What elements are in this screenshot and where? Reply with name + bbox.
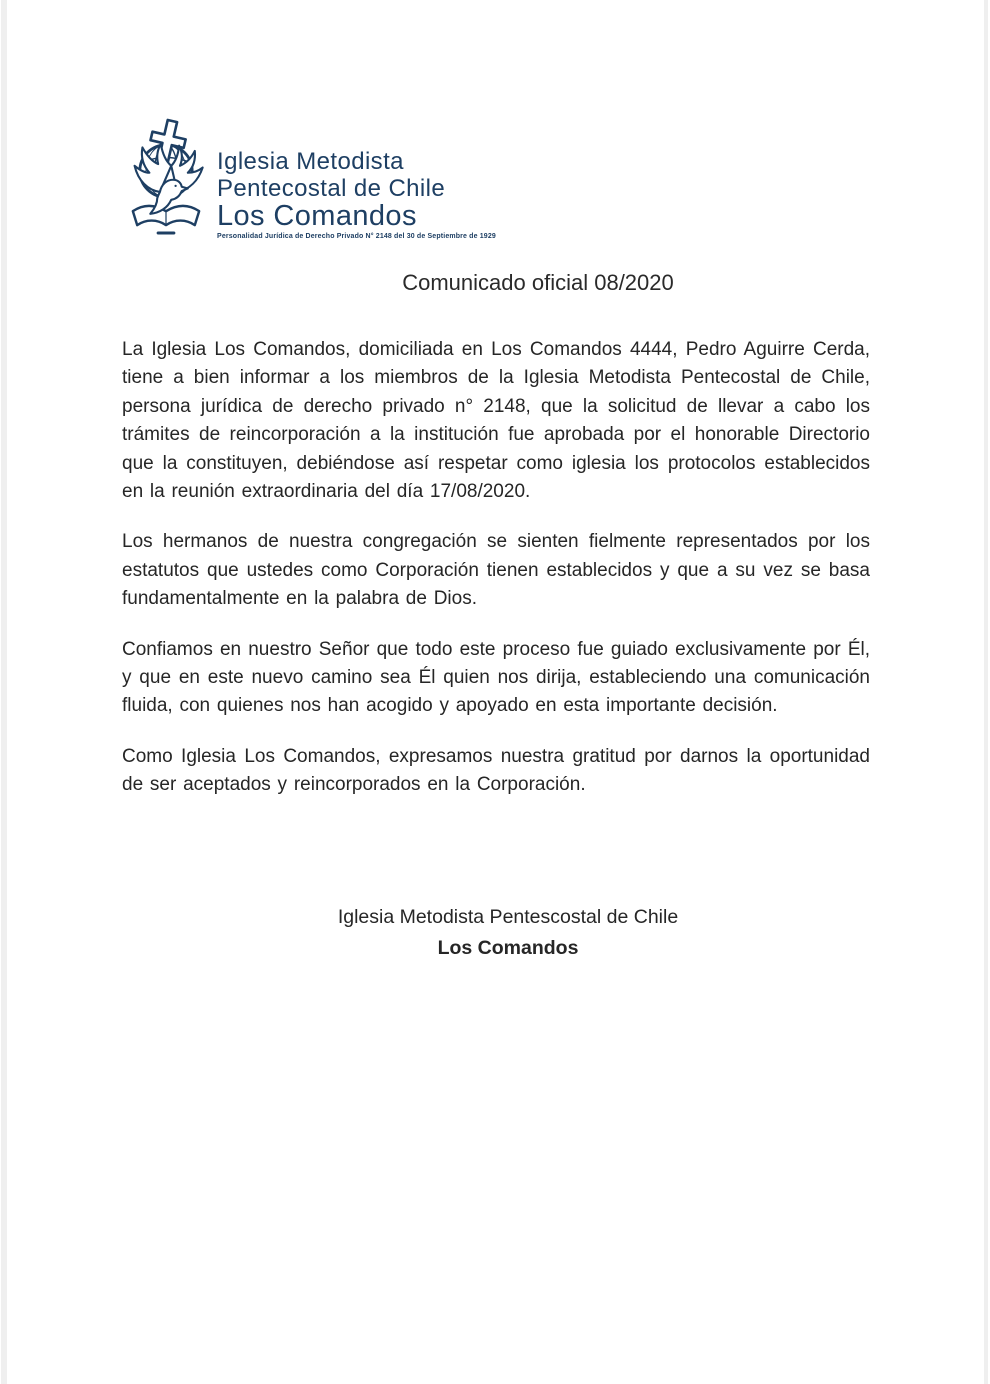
paragraph-2: Los hermanos de nuestra congregación se sienten fielmente representados por los estatutos que ustedes como Corporación tienen establecidos y que a su vez se basa fundamentalmente en la palabra de Dios. [122, 531, 870, 610]
page-edge-right [984, 0, 988, 1384]
paragraph-4: Como Iglesia Los Comandos, expresamos nuestra gratitud por darnos la oportunidad de ser aceptados y reincorporados en la Corporación. [122, 745, 870, 796]
org-logo-text [217, 116, 496, 240]
dove-cross-globe-book-icon [118, 116, 214, 240]
signature-congregation-line: Los Comandos [437, 937, 579, 959]
paragraph-1: La Iglesia Los Comandos, domiciliada en Los Comandos 4444, Pedro Aguirre Cerda, tiene a bien informar a los miembros de la Iglesia Metodista Pentecostal de Chile, persona jurídica de derecho privado n° 2148, que la solicitud de llevar a cabo los trámites de reincorporación a la institución fue aprobada por el honorable Directorio que la constituyen, debiéndose así respetar como iglesia los protocolos establecidos en la reunión extraordinaria del día 17/08/2020. [122, 339, 870, 503]
logo-org-name-line1: Iglesia Metodista [217, 148, 404, 175]
signature-block [134, 902, 882, 964]
paragraph-3: Confiamos en nuestro Señor que todo este proceso fue guiado exclusivamente por Él, y que en este nuevo camino sea Él quien nos dirija, estableciendo una comunicación fluida, con quienes nos han acogido y apoyado en esta importante decisión. [122, 638, 870, 717]
document-title: Comunicado oficial 08/2020 [402, 270, 674, 295]
org-logo [118, 116, 496, 240]
document-body [122, 336, 870, 800]
logo-legal-line: Personalidad Jurídica de Derecho Privado N° 2148 del 30 de Septiembre de 1929 [217, 233, 496, 240]
logo-org-name-line3: Los Comandos [217, 200, 417, 232]
page-edge-left [1, 0, 7, 1384]
logo-org-name-line2: Pentecostal de Chile [217, 175, 446, 202]
signature-org-line: Iglesia Metodista Pentescostal de Chile [337, 906, 679, 928]
